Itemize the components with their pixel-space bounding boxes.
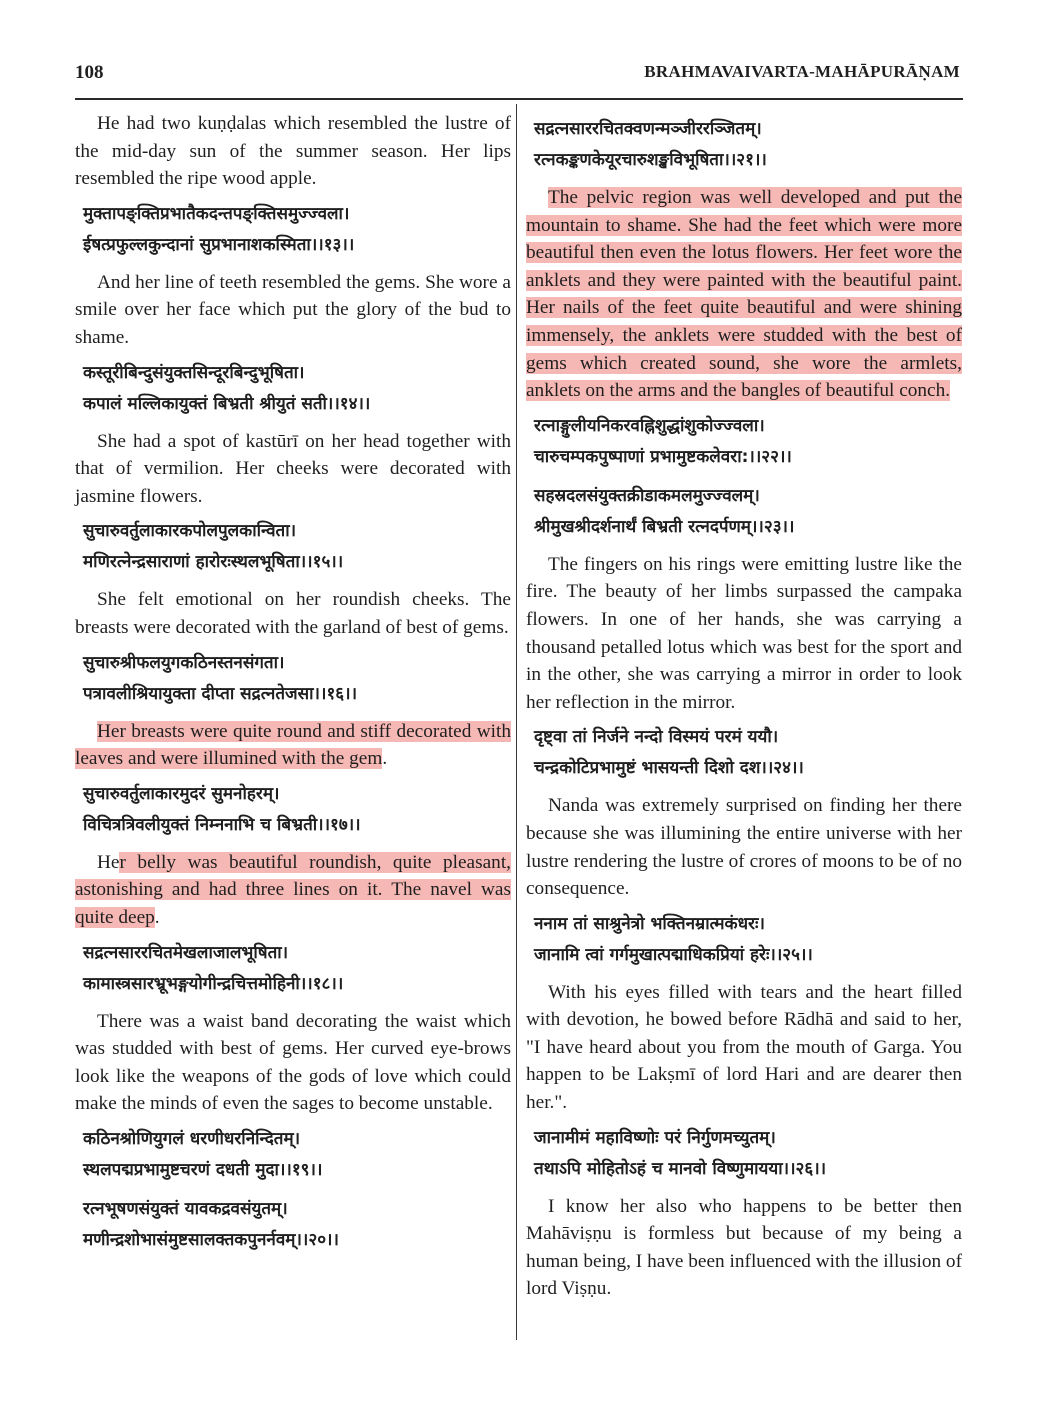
sanskrit-verse-23 (534, 481, 962, 543)
paragraph: He had two kuṇḍalas which resembled the lustre of the mid-day sun of the summer season. Her lips resembled the ripe wood apple. (75, 113, 511, 190)
verse-line: सुचारुवर्तुलाकारमुदरं सुमनोहरम्। (83, 783, 280, 804)
verse-line: सद्रत्नसाररचितक्वणन्मञ्जीररञ्जितम्। (534, 119, 762, 139)
paragraph-suffix: . (382, 748, 388, 770)
verse-line: तथाऽपि मोहितोऽहं च मानवो विष्णुमायया।।२६।। (534, 1158, 827, 1179)
paragraph: I know her also who happens to be better then Mahāviṣṇu is formless but because of my being a human being, I have been influenced with the illusion of lord Viṣṇu. (526, 1195, 962, 1300)
running-title: BRAHMAVAIVARTA-MAHĀPURĀṆAM (644, 62, 960, 81)
column-divider (516, 104, 517, 1340)
verse-line: पत्रावलीश्रियायुक्ता दीप्ता सद्रत्नतेजसा।।१६।। (83, 683, 358, 704)
highlight: Her breasts were quite round and stiff decorated with leaves and were illumined with the gem (75, 720, 511, 770)
paragraph-prefix: He (97, 851, 120, 873)
highlight: r belly was beautiful roundish, quite pleasant, astonishing and had three lines on it. The navel was quite deep (75, 851, 511, 928)
verse-line: ननाम तां साश्रुनेत्रो भक्तिनम्रात्मकंधरः। (534, 913, 765, 934)
verse-line: मणिरत्नेन्द्रसाराणां हारोरःस्थलभूषिता।।१५।। (83, 552, 344, 573)
paragraph: She felt emotional on her roundish cheeks. The breasts were decorated with the garland of best of gems. (75, 589, 511, 638)
paragraph: The fingers on his rings were emitting lustre like the fire. The beauty of her limbs surpassed the campaka flowers. In one of her hands, she was carrying a thousand petalled lotus which was best for the sport and in the other, she was carrying a mirror in order to look her reflection in the mirror. (526, 553, 962, 713)
sanskrit-verse-21 (534, 114, 962, 176)
sanskrit-verse-16 (83, 648, 511, 710)
highlighted-paragraph (75, 718, 511, 773)
paragraph-suffix: . (154, 906, 160, 928)
verse-line: स्थलपद्मप्रभामुष्टचरणं दधती मुदा।।१९।। (83, 1159, 323, 1180)
sanskrit-verse-24 (534, 722, 962, 784)
paragraph: There was a waist band decorating the waist which was studded with best of gems. Her curved eye-brows look like the weapons of the gods of love which could make the minds of even the sages to become unstable. (75, 1010, 511, 1115)
verse-line: कपालं मल्लिकायुक्तं बिभ्रती श्रीयुतं सती।।१४।। (83, 393, 371, 414)
highlighted-paragraph (75, 849, 511, 932)
highlight: The pelvic region was well developed and put the mountain to shame. She had the feet which were more beautiful then even the lotus flowers. Her feet wore the anklets and they were painted with the beautiful paint. Her nails of the feet quite beautiful and were shining immensely, the anklets were studded with the best of gems which created sound, she wore the armlets, anklets on the arms and the bangles of beautiful conch. (526, 187, 962, 402)
verse-line: सद्रत्नसाररचितमेखलाजालभूषिता। (83, 942, 289, 963)
highlighted-paragraph (526, 184, 962, 405)
verse-line: सुचारुवर्तुलाकारकपोलपुलकान्विता। (83, 521, 297, 542)
sanskrit-verse-20 (83, 1194, 511, 1256)
verse-line: कस्तूरीबिन्दुसंयुक्तसिन्दूरबिन्दुभूषिता। (83, 362, 305, 383)
verse-line: चारुचम्पकपुष्पाणां प्रभामुष्टकलेवरा:।।२२।। (534, 446, 792, 467)
sanskrit-verse-25 (534, 909, 962, 971)
verse-line: जानामीमं महाविष्णोः परं निर्गुणमच्युतम्। (534, 1127, 776, 1148)
sanskrit-verse-22 (534, 411, 962, 473)
verse-line: जानामि त्वां गर्गमुखात्पद्माधिकप्रियां हरेः।।२५।। (534, 944, 813, 965)
verse-line: मुक्तापङ्क्तिप्रभातैकदन्तपङ्क्तिसमुज्ज्वला। (83, 203, 350, 224)
verse-line: दृष्ट्वा तां निर्जने नन्दो विस्मयं परमं ययौ। (534, 727, 779, 748)
verse-line: कामास्त्रसारभ्रूभङ्गयोगीन्द्रचित्तमोहिनी।।१८।। (83, 973, 344, 994)
verse-line: रत्नाङ्गुलीयनिकरवह्निशुद्धांशुकोज्ज्वला। (534, 415, 765, 436)
header-rule (75, 98, 963, 100)
verse-line: विचित्रत्रिवलीयुक्तं निम्ननाभि च बिभ्रती।।१७।। (83, 814, 361, 835)
paragraph: Nanda was extremely surprised on finding her there because she was illumining the entire universe with her lustre rendering the lustre of crores of moons to be of no consequence. (526, 795, 962, 900)
verse-line: श्रीमुखश्रीदर्शनार्थं बिभ्रती रत्नदर्पणम्।।२३।। (534, 516, 795, 537)
paragraph: And her line of teeth resembled the gems. She wore a smile over her face which put the glory of the bud to shame. (75, 271, 511, 348)
verse-line: रत्नकङ्कणकेयूरचारुशङ्खविभूषिता।।२१।। (534, 150, 767, 170)
page-number: 108 (75, 62, 104, 83)
verse-line: सहस्रदलसंयुक्तक्रीडाकमलमुज्ज्वलम्। (534, 485, 760, 506)
sanskrit-verse-26 (534, 1123, 962, 1185)
sanskrit-verse-13 (83, 199, 511, 261)
verse-line: कठिनश्रोणियुगलं धरणीधरनिन्दितम्। (83, 1128, 301, 1149)
verse-line: ईषत्प्रफुल्लकुन्दानां सुप्रभानाशकस्मिता।।१३।। (83, 234, 355, 255)
verse-line: मणीन्द्रशोभासंमुष्टसालक्तकपुनर्नवम्।।२०।। (83, 1229, 339, 1250)
paragraph: She had a spot of kastūrī on her head together with that of vermilion. Her cheeks were decorated with jasmine flowers. (75, 430, 511, 507)
sanskrit-verse-14 (83, 358, 511, 420)
verse-line: चन्द्रकोटिप्रभामुष्टं भासयन्ती दिशो दश।।२४।। (534, 758, 804, 779)
verse-line: सुचारुश्रीफलयुगकठिनस्तनसंगता। (83, 652, 285, 673)
sanskrit-verse-19 (83, 1124, 511, 1186)
verse-line: रत्नभूषणसंयुक्तं यावकद्रवसंयुतम्। (83, 1198, 288, 1219)
right-column (526, 110, 962, 1309)
sanskrit-verse-17 (83, 779, 511, 841)
sanskrit-verse-18 (83, 938, 511, 1000)
page-header (75, 58, 960, 90)
left-column (75, 110, 511, 1264)
paragraph: With his eyes filled with tears and the heart filled with devotion, he bowed before Rādhā and said to her, "I have heard about you from the mouth of Garga. You happen to be Lakṣmī of lord Hari and are dearer then her.". (526, 981, 962, 1114)
sanskrit-verse-15 (83, 516, 511, 578)
